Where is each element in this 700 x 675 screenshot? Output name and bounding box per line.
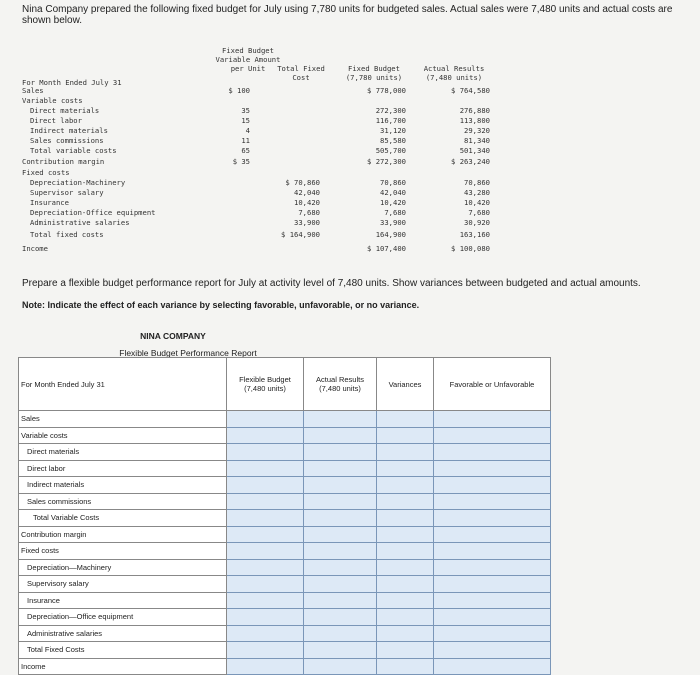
col-header-variable-amount: Fixed Budget Variable Amount per Unit <box>215 46 281 73</box>
cell-c3: 272,300 <box>375 106 406 115</box>
report-row <box>19 510 551 527</box>
fixed-budget-row <box>22 178 632 188</box>
favorable-select[interactable] <box>434 510 551 527</box>
actual-results-input[interactable] <box>304 444 377 461</box>
cell-c4: 276,880 <box>459 106 490 115</box>
fixed-budget-row <box>22 230 632 240</box>
report-row <box>19 609 551 626</box>
row-label: Depreciation-Machinery <box>30 178 126 187</box>
actual-results-input[interactable] <box>304 460 377 477</box>
fixed-budget-row <box>22 188 632 198</box>
cell-c1: 4 <box>245 126 250 135</box>
actual-results-input[interactable] <box>304 427 377 444</box>
variance-input[interactable] <box>377 493 434 510</box>
actual-results-input[interactable] <box>304 559 377 576</box>
cell-c3: 116,700 <box>375 116 406 125</box>
report-row <box>19 411 551 428</box>
flexible-budget-input[interactable] <box>227 526 304 543</box>
cell-c4: 10,420 <box>464 198 490 207</box>
actual-results-input[interactable] <box>304 609 377 626</box>
cell-c1: $ 100 <box>228 86 250 95</box>
instruction-prompt: Prepare a flexible budget performance report for July at activity level of 7,480 units. Show variances between budgeted and actual amounts. <box>22 278 641 289</box>
cell-c4: 7,680 <box>468 208 490 217</box>
variance-input[interactable] <box>377 460 434 477</box>
favorable-select[interactable] <box>434 460 551 477</box>
favorable-select[interactable] <box>434 477 551 494</box>
row-label: Supervisor salary <box>30 188 104 197</box>
header-favorable-unfavorable: Favorable or Unfavorable <box>434 358 551 411</box>
row-label: For Month Ended July 31 <box>22 78 122 87</box>
cell-c3: $ 778,000 <box>367 86 406 95</box>
fixed-budget-row <box>22 96 632 106</box>
flexible-budget-input[interactable] <box>227 609 304 626</box>
favorable-select[interactable] <box>434 444 551 461</box>
row-label: Direct materials <box>30 106 100 115</box>
actual-results-input[interactable] <box>304 510 377 527</box>
cell-c4: 29,320 <box>464 126 490 135</box>
report-row <box>19 576 551 593</box>
row-label: Income <box>22 244 48 253</box>
report-row-label: Direct labor <box>19 460 227 477</box>
fixed-budget-row <box>22 126 632 136</box>
flexible-budget-input[interactable] <box>227 510 304 527</box>
flexible-budget-input[interactable] <box>227 642 304 659</box>
cell-c4: 30,920 <box>464 218 490 227</box>
report-row-label: Variable costs <box>19 427 227 444</box>
report-row-label: Total Variable Costs <box>19 510 227 527</box>
favorable-select[interactable] <box>434 609 551 626</box>
row-label: Variable costs <box>22 96 83 105</box>
actual-results-input[interactable] <box>304 477 377 494</box>
variance-input[interactable] <box>377 510 434 527</box>
problem-intro: Nina Company prepared the following fixed budget for July using 7,780 units for budgeted sales. Actual sales were 7,480 units and actual costs are shown below. <box>22 4 673 26</box>
flexible-budget-input[interactable] <box>227 625 304 642</box>
favorable-select[interactable] <box>434 658 551 675</box>
cell-c4: 81,340 <box>464 136 490 145</box>
fixed-budget-row <box>22 86 632 96</box>
actual-results-input[interactable] <box>304 411 377 428</box>
report-period-label <box>19 358 227 411</box>
report-row-label: Income <box>19 658 227 675</box>
row-label: Insurance <box>30 198 69 207</box>
fixed-budget-row <box>22 106 632 116</box>
cell-c3: 42,040 <box>380 188 406 197</box>
report-row-label: Insurance <box>19 592 227 609</box>
report-row-label: Supervisory salary <box>19 576 227 593</box>
favorable-select[interactable] <box>434 526 551 543</box>
fixed-budget-row <box>22 244 632 254</box>
variance-input[interactable] <box>377 427 434 444</box>
flexible-budget-input[interactable] <box>227 592 304 609</box>
actual-results-input[interactable] <box>304 526 377 543</box>
header-actual-results: Actual Results (7,480 units) <box>304 358 377 411</box>
report-row-label: Direct materials <box>19 444 227 461</box>
instruction-note: Note: Indicate the effect of each variance by selecting favorable, unfavorable, or no variance. <box>22 300 420 310</box>
actual-results-input[interactable] <box>304 642 377 659</box>
flexible-budget-input[interactable] <box>227 493 304 510</box>
row-label: Direct labor <box>30 116 82 125</box>
cell-c1: 65 <box>241 146 250 155</box>
cell-c2: 33,900 <box>294 218 320 227</box>
cell-c3: 10,420 <box>380 198 406 207</box>
cell-c3: 31,120 <box>380 126 406 135</box>
variance-input[interactable] <box>377 576 434 593</box>
cell-c4: $ 764,580 <box>451 86 490 95</box>
row-label: Sales commissions <box>30 136 104 145</box>
report-company: NINA COMPANY <box>140 331 206 341</box>
performance-report-grid <box>18 357 551 675</box>
cell-c2: $ 70,860 <box>285 178 320 187</box>
flexible-budget-input[interactable] <box>227 427 304 444</box>
fixed-budget-table <box>22 46 512 256</box>
variance-input[interactable] <box>377 642 434 659</box>
flexible-budget-input[interactable] <box>227 543 304 560</box>
favorable-select[interactable] <box>434 543 551 560</box>
favorable-select[interactable] <box>434 576 551 593</box>
row-label: Depreciation-Office equipment <box>30 208 156 217</box>
cell-c1: 35 <box>241 106 250 115</box>
variance-input[interactable] <box>377 609 434 626</box>
report-row-label: Total Fixed Costs <box>19 642 227 659</box>
report-row-label: Sales <box>19 411 227 428</box>
col-header-fixed-budget: Fixed Budget (7,780 units) <box>345 64 403 82</box>
flexible-budget-input[interactable] <box>227 411 304 428</box>
row-label: Administrative salaries <box>30 218 130 227</box>
variance-input[interactable] <box>377 526 434 543</box>
variance-input[interactable] <box>377 559 434 576</box>
cell-c4: $ 100,080 <box>451 244 490 253</box>
flexible-budget-input[interactable] <box>227 576 304 593</box>
row-label: Total fixed costs <box>30 230 104 239</box>
flexible-budget-input[interactable] <box>227 444 304 461</box>
report-row <box>19 559 551 576</box>
report-row <box>19 592 551 609</box>
variance-input[interactable] <box>377 444 434 461</box>
fixed-budget-row <box>22 116 632 126</box>
col-header-total-fixed: Total Fixed Cost <box>277 64 325 82</box>
actual-results-input[interactable] <box>304 543 377 560</box>
favorable-select[interactable] <box>434 427 551 444</box>
report-row-label: Depreciation—Machinery <box>19 559 227 576</box>
report-row <box>19 444 551 461</box>
flexible-budget-input[interactable] <box>227 559 304 576</box>
fixed-budget-row <box>22 208 632 218</box>
actual-results-input[interactable] <box>304 625 377 642</box>
report-row <box>19 477 551 494</box>
cell-c3: 85,580 <box>380 136 406 145</box>
cell-c3: 70,860 <box>380 178 406 187</box>
report-row <box>19 460 551 477</box>
actual-results-input[interactable] <box>304 576 377 593</box>
cell-c1: 11 <box>241 136 250 145</box>
col-header-actual-results: Actual Results (7,480 units) <box>423 64 485 82</box>
variance-input[interactable] <box>377 625 434 642</box>
fixed-budget-row <box>22 157 632 167</box>
row-label: Total variable costs <box>30 146 117 155</box>
cell-c1: $ 35 <box>232 157 250 166</box>
report-row-label: Indirect materials <box>19 477 227 494</box>
favorable-select[interactable] <box>434 625 551 642</box>
report-period: For Month Ended July 31 <box>21 379 105 389</box>
cell-c4: 163,160 <box>459 230 490 239</box>
fixed-budget-row <box>22 198 632 208</box>
variance-input[interactable] <box>377 477 434 494</box>
report-row <box>19 493 551 510</box>
report-row <box>19 526 551 543</box>
cell-c3: 164,900 <box>375 230 406 239</box>
report-row-label: Contribution margin <box>19 526 227 543</box>
actual-results-input[interactable] <box>304 658 377 675</box>
report-title: Flexible Budget Performance Report <box>119 348 257 358</box>
fixed-budget-row <box>22 146 632 156</box>
variance-input[interactable] <box>377 592 434 609</box>
report-row <box>19 642 551 659</box>
favorable-select[interactable] <box>434 642 551 659</box>
report-row <box>19 543 551 560</box>
report-row <box>19 625 551 642</box>
flexible-budget-input[interactable] <box>227 460 304 477</box>
fixed-budget-row <box>22 136 632 146</box>
header-flexible-budget: Flexible Budget (7,480 units) <box>227 358 304 411</box>
cell-c4: $ 263,240 <box>451 157 490 166</box>
cell-c4: 501,340 <box>459 146 490 155</box>
cell-c3: 33,900 <box>380 218 406 227</box>
cell-c2: 10,420 <box>294 198 320 207</box>
actual-results-input[interactable] <box>304 493 377 510</box>
cell-c2: $ 164,900 <box>281 230 320 239</box>
variance-input[interactable] <box>377 543 434 560</box>
row-label: Contribution margin <box>22 157 105 166</box>
flexible-budget-input[interactable] <box>227 477 304 494</box>
cell-c1: 15 <box>241 116 250 125</box>
report-row <box>19 427 551 444</box>
variance-input[interactable] <box>377 658 434 675</box>
report-row <box>19 658 551 675</box>
report-row-label: Fixed costs <box>19 543 227 560</box>
fixed-budget-row <box>22 168 632 178</box>
header-variances: Variances <box>377 358 434 411</box>
cell-c3: 505,700 <box>375 146 406 155</box>
row-label: Fixed costs <box>22 168 70 177</box>
actual-results-input[interactable] <box>304 592 377 609</box>
row-label: Sales <box>22 86 44 95</box>
cell-c3: 7,680 <box>384 208 406 217</box>
fixed-budget-row <box>22 218 632 228</box>
cell-c4: 70,860 <box>464 178 490 187</box>
cell-c3: $ 272,300 <box>367 157 406 166</box>
favorable-select[interactable] <box>434 592 551 609</box>
row-label: Indirect materials <box>30 126 108 135</box>
cell-c4: 113,800 <box>459 116 490 125</box>
favorable-select[interactable] <box>434 411 551 428</box>
flexible-budget-input[interactable] <box>227 658 304 675</box>
report-row-label: Depreciation—Office equipment <box>19 609 227 626</box>
cell-c3: $ 107,400 <box>367 244 406 253</box>
cell-c4: 43,280 <box>464 188 490 197</box>
favorable-select[interactable] <box>434 493 551 510</box>
variance-input[interactable] <box>377 411 434 428</box>
favorable-select[interactable] <box>434 559 551 576</box>
cell-c2: 42,040 <box>294 188 320 197</box>
cell-c2: 7,680 <box>298 208 320 217</box>
report-row-label: Sales commissions <box>19 493 227 510</box>
report-row-label: Administrative salaries <box>19 625 227 642</box>
